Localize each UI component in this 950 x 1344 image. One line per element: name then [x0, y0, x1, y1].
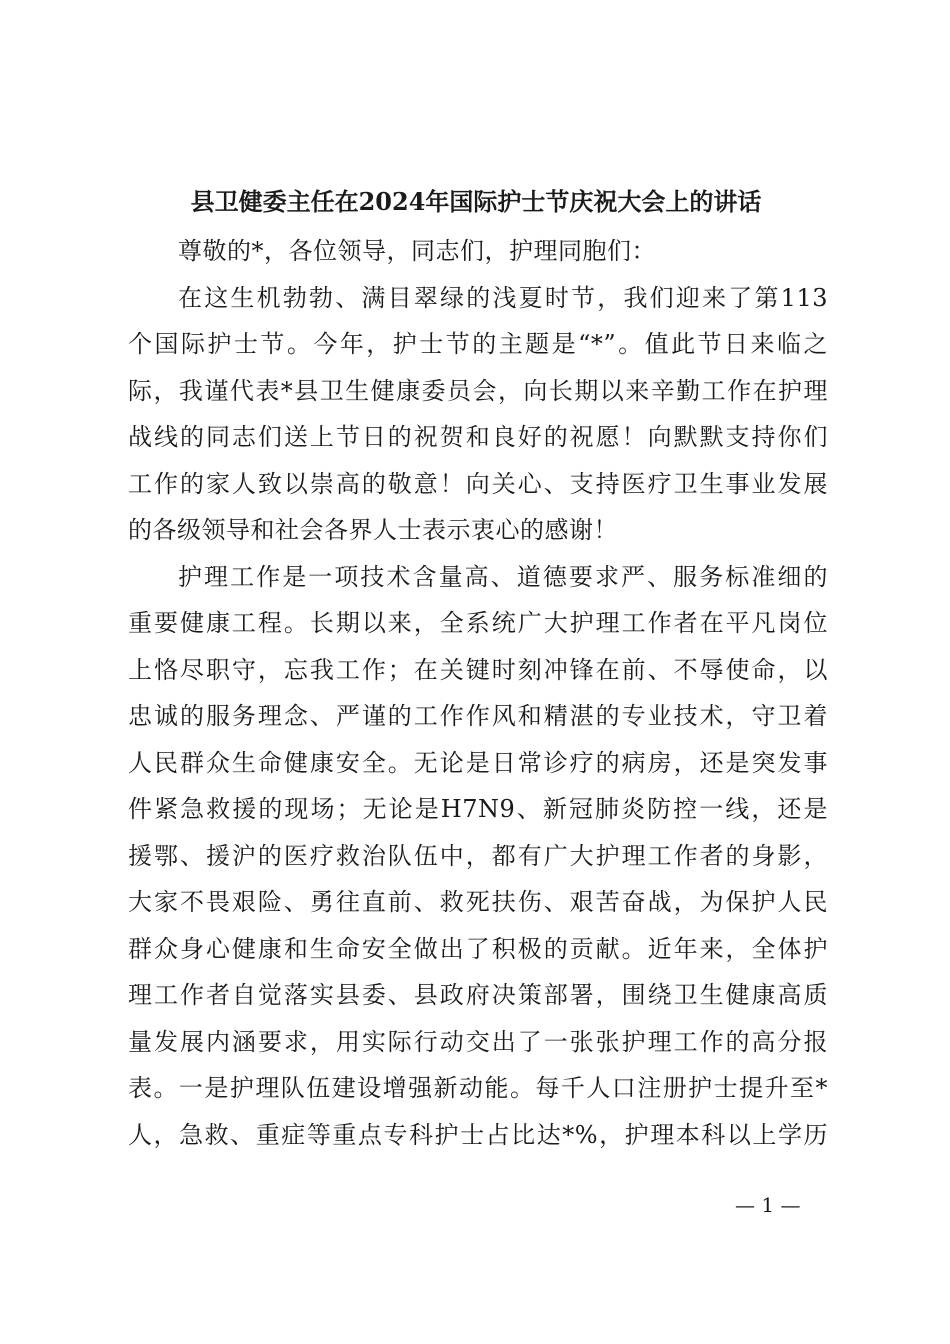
text-line: 群众身心健康和生命安全做出了积极的贡献。近年来，全体护 [128, 934, 828, 963]
paragraph-1 [128, 275, 828, 554]
text-line: 量发展内涵要求，用实际行动交出了一张张护理工作的高分报 [128, 1027, 828, 1056]
salutation: 尊敬的*，各位领导，同志们，护理同胞们： [178, 237, 656, 265]
text-line: 援鄂、援沪的医疗救治队伍中，都有广大护理工作者的身影， [128, 841, 828, 870]
document-title: 县卫健委主任在2024年国际护士节庆祝大会上的讲话 [190, 187, 762, 216]
text-line: 件紧急救援的现场；无论是H7N9、新冠肺炎防控一线，还是 [128, 795, 828, 823]
text-line: 个国际护士节。今年，护士节的主题是“*”。值此节日来临之 [128, 330, 828, 358]
text-line: 护理工作是一项技术含量高、道德要求严、服务标准细的 [178, 562, 828, 591]
text-line: 忠诚的服务理念、严谨的工作作风和精湛的专业技术，守卫着 [128, 702, 828, 730]
page-number: — 1 — [735, 1193, 801, 1217]
text-line: 的各级领导和社会各界人士表示衷心的感谢！ [128, 516, 618, 544]
text-line: 表。一是护理队伍建设增强新动能。每千人口注册护士提升至* [128, 1074, 828, 1102]
text-line: 在这生机勃勃、满目翠绿的浅夏时节，我们迎来了第113 [178, 283, 828, 312]
text-line: 重要健康工程。长期以来，全系统广大护理工作者在平凡岗位 [128, 609, 828, 637]
text-line: 大家不畏艰险、勇往直前、救死扶伤、艰苦奋战，为保护人民 [128, 888, 828, 916]
text-line: 战线的同志们送上节日的祝贺和良好的祝愿！向默默支持你们 [128, 423, 828, 451]
text-line: 上恪尽职守，忘我工作；在关键时刻冲锋在前、不辱使命，以 [128, 655, 828, 684]
text-line: 人，急救、重症等重点专科护士占比达*%，护理本科以上学历 [128, 1120, 828, 1149]
paragraph-2 [128, 554, 828, 1159]
text-line: 人民群众生命健康安全。无论是日常诊疗的病房，还是突发事 [128, 748, 828, 777]
text-line: 际，我谨代表*县卫生健康委员会，向长期以来辛勤工作在护理 [128, 376, 828, 405]
text-line: 理工作者自觉落实县委、县政府决策部署，围绕卫生健康高质 [128, 981, 828, 1009]
text-line: 工作的家人致以崇高的敬意！向关心、支持医疗卫生事业发展 [128, 469, 828, 498]
document-body [128, 228, 828, 1158]
